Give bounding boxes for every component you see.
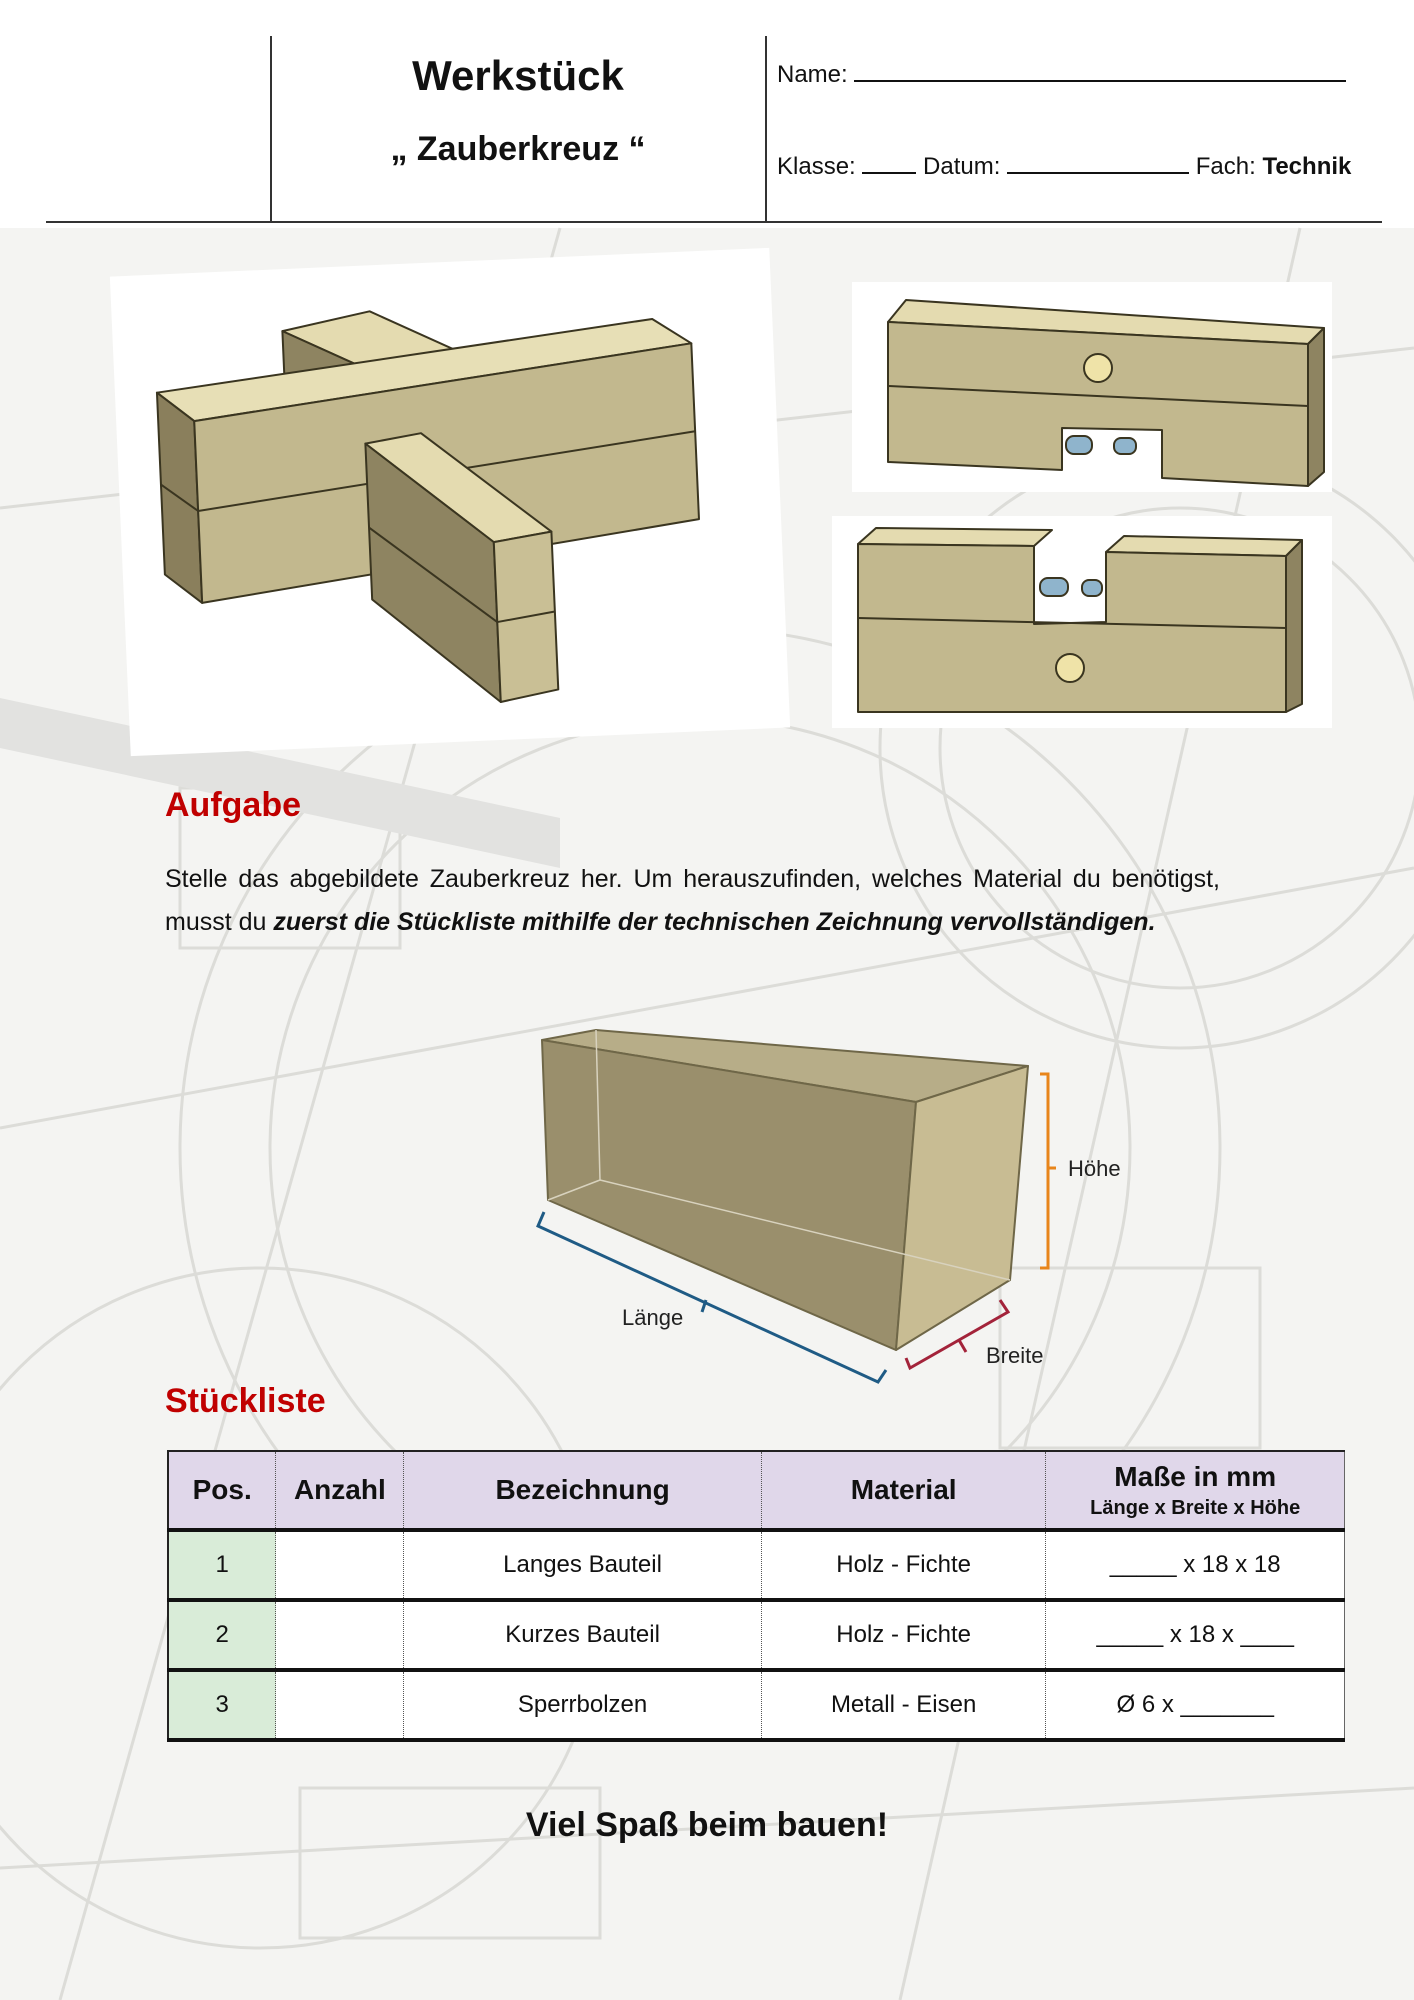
col-header-masse — [1046, 1451, 1345, 1530]
col-header-bezeichnung: Bezeichnung — [404, 1451, 762, 1530]
row-anzahl-cell[interactable] — [276, 1530, 404, 1600]
name-label: Name: — [777, 61, 848, 88]
row-pos: 2 — [168, 1600, 276, 1670]
row-material: Metall - Eisen — [761, 1670, 1046, 1740]
block-end-face — [896, 1066, 1028, 1350]
col-header-anzahl: Anzahl — [276, 1451, 404, 1530]
fach-value: Technik — [1262, 153, 1352, 180]
datum-label: Datum: — [923, 153, 1001, 180]
dimension-diagram — [500, 1010, 1121, 1390]
header-bottom-rule — [46, 221, 1382, 223]
name-field — [777, 58, 1346, 89]
height-label: Höhe — [1068, 1156, 1121, 1181]
task-text-plain: Stelle das abgebildete Zauberkreuz her. Um herauszufinden, welches Material du benötigst, musst du — [165, 865, 1220, 936]
col-header-material: Material — [761, 1451, 1046, 1530]
table-row — [168, 1600, 1345, 1670]
name-input-line[interactable] — [854, 58, 1346, 82]
row-anzahl-cell[interactable] — [276, 1600, 404, 1670]
klasse-label: Klasse: — [777, 153, 856, 180]
table-row — [168, 1530, 1345, 1600]
task-description — [165, 858, 1220, 944]
row-anzahl-cell[interactable] — [276, 1670, 404, 1740]
class-date-subject-row — [777, 150, 1351, 181]
parts-table-header-row — [168, 1451, 1345, 1530]
row-bezeichnung: Sperrbolzen — [404, 1670, 762, 1740]
parts-list-heading: Stückliste — [165, 1382, 326, 1420]
width-label: Breite — [986, 1343, 1044, 1368]
notched-beam-illustration-top — [852, 282, 1332, 492]
row-masse[interactable]: Ø 6 x _______ — [1046, 1670, 1345, 1740]
row-masse[interactable]: _____ x 18 x 18 — [1046, 1530, 1345, 1600]
notched-beam-photo-top — [852, 282, 1332, 492]
parts-list-table — [167, 1450, 1345, 1742]
col-header-dims-sub: Länge x Breite x Höhe — [1090, 1496, 1301, 1519]
fach-label: Fach: — [1195, 153, 1256, 180]
col-header-pos: Pos. — [168, 1451, 276, 1530]
task-heading: Aufgabe — [165, 786, 301, 824]
row-pos: 1 — [168, 1530, 276, 1600]
datum-input-line[interactable] — [1007, 150, 1189, 174]
closing-message: Viel Spaß beim bauen! — [525, 1806, 889, 1844]
width-bracket-tick — [959, 1340, 966, 1352]
header-divider-right — [765, 36, 767, 222]
row-material: Holz - Fichte — [761, 1600, 1046, 1670]
col-header-masse-label: Maße in mm — [1114, 1460, 1277, 1492]
task-text-emphasis: zuerst die Stückliste mithilfe der technischen Zeichnung vervollständigen. — [273, 908, 1156, 936]
worksheet-title: Werkstück — [412, 52, 624, 99]
cross-photo-frame — [110, 248, 790, 756]
row-bezeichnung: Langes Bauteil — [404, 1530, 762, 1600]
klasse-input-line[interactable] — [862, 150, 916, 174]
cross-illustration — [110, 248, 790, 756]
row-material: Holz - Fichte — [761, 1530, 1046, 1600]
length-label: Länge — [622, 1305, 684, 1330]
worksheet-subtitle: „ Zauberkreuz “ — [390, 130, 646, 168]
notched-beam-illustration-bottom — [832, 516, 1332, 728]
row-masse[interactable]: _____ x 18 x ____ — [1046, 1600, 1345, 1670]
table-row — [168, 1670, 1345, 1740]
row-bezeichnung: Kurzes Bauteil — [404, 1600, 762, 1670]
notched-beam-photo-bottom — [832, 516, 1332, 728]
row-pos: 3 — [168, 1670, 276, 1740]
height-bracket — [1040, 1074, 1048, 1268]
